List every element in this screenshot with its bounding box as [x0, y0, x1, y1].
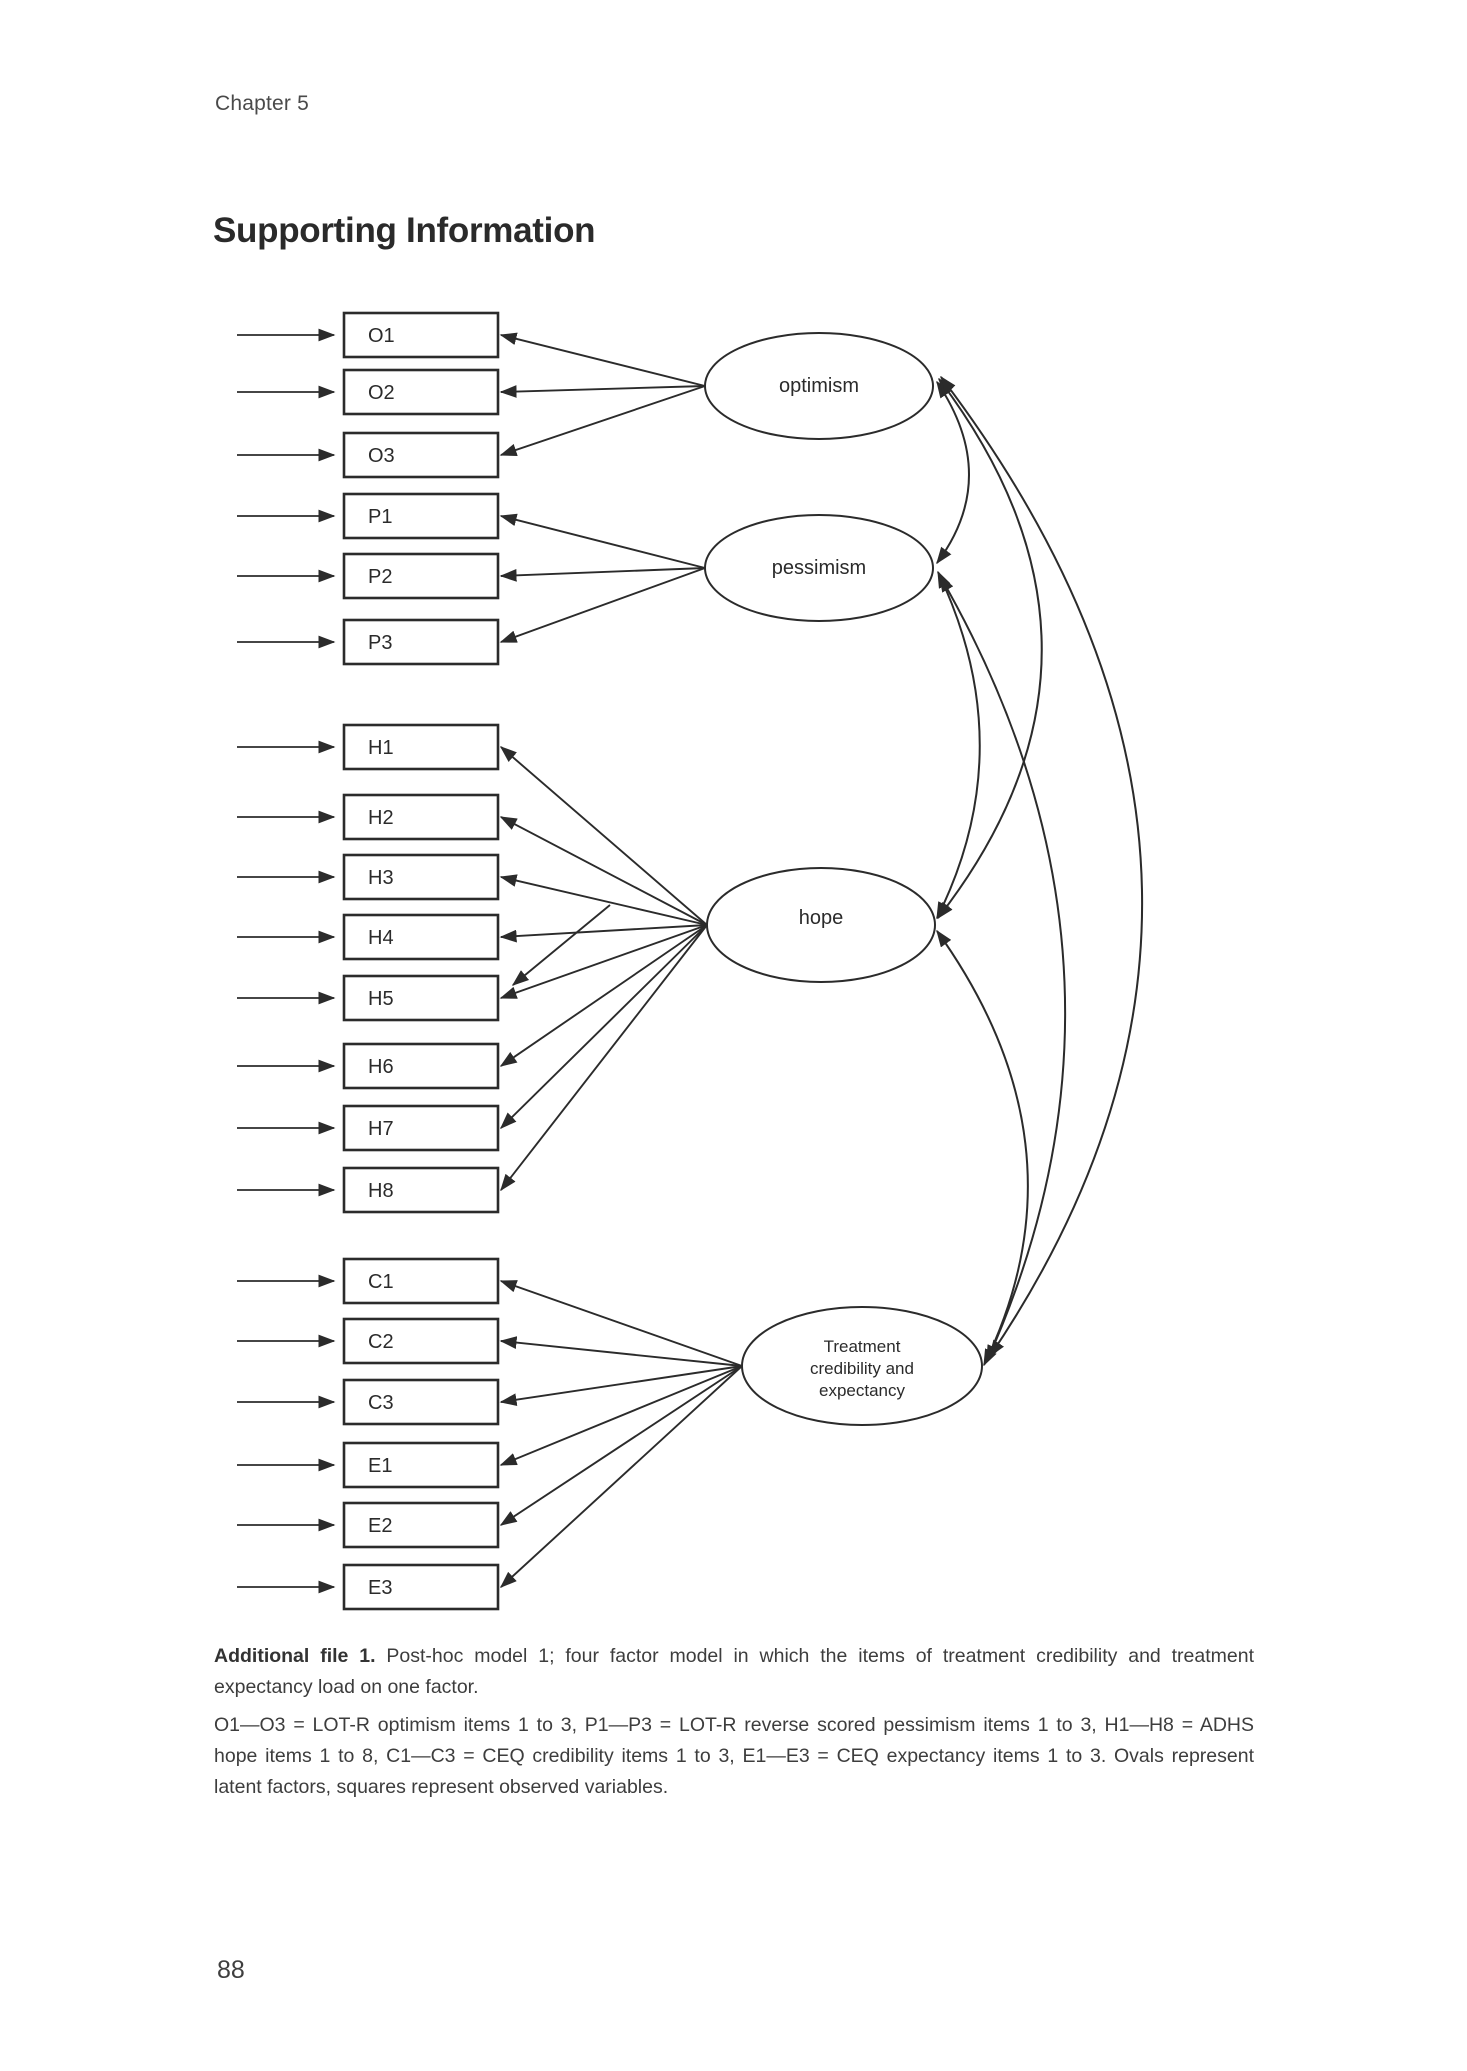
indicator-label-h4: H4 — [368, 927, 394, 949]
caption-paragraph — [214, 1641, 1254, 1703]
indicator-label-h8: H8 — [368, 1180, 394, 1202]
caption-text: Post-hoc model 1; four factor model in which the items of treatment credibility and treatment expectancy load on one factor. — [214, 1645, 1255, 1698]
indicator-label-e2: E2 — [368, 1515, 393, 1537]
indicator-label-h2: H2 — [368, 807, 394, 829]
covariance-arrow-hope-treatment — [937, 931, 1028, 1365]
page-number: 88 — [217, 1956, 245, 1984]
residual-arrows — [237, 335, 334, 1587]
latent-label-treatment-line3: expectancy — [819, 1381, 905, 1400]
latent-label-treatment-line1: Treatment — [823, 1337, 901, 1356]
page-title: Supporting Information — [213, 211, 596, 250]
covariance-arrow-optimism-hope — [938, 379, 1042, 918]
loading-arrows-hope — [501, 747, 707, 1190]
covariance-arrows — [937, 377, 1142, 1365]
loading-arrows-treatment — [501, 1281, 742, 1587]
latent-label-optimism: optimism — [778, 375, 860, 397]
chapter-header: Chapter 5 — [215, 92, 310, 115]
indicator-label-c3: C3 — [368, 1392, 394, 1414]
covariance-arrow-pessimism-treatment — [940, 576, 1065, 1361]
indicator-label-c2: C2 — [368, 1331, 394, 1353]
indicator-label-h5: H5 — [368, 988, 394, 1010]
loading-arrows-optimism — [501, 335, 705, 455]
latent-label-hope: hope — [798, 907, 844, 929]
indicator-label-h3: H3 — [368, 867, 394, 889]
indicator-label-p2: P2 — [368, 566, 393, 588]
latent-label-pessimism: pessimism — [771, 557, 867, 579]
figure-caption — [214, 1641, 1254, 1810]
caption-label: Additional file 1. — [214, 1645, 376, 1667]
indicator-label-o1: O1 — [368, 325, 395, 347]
indicator-label-e1: E1 — [368, 1455, 393, 1477]
indicator-label-c1: C1 — [368, 1271, 394, 1293]
latent-label-treatment-line2: credibility and — [810, 1359, 914, 1378]
indicator-label-h6: H6 — [368, 1056, 394, 1078]
indicator-label-h7: H7 — [368, 1118, 394, 1140]
covariance-arrow-optimism-treatment — [941, 377, 1142, 1356]
indicator-label-e3: E3 — [368, 1577, 393, 1599]
indicator-label-p1: P1 — [368, 506, 393, 528]
indicator-label-p3: P3 — [368, 632, 393, 654]
indicator-label-o3: O3 — [368, 445, 395, 467]
indicator-labels — [368, 325, 395, 1599]
caption-legend: O1—O3 = LOT-R optimism items 1 to 3, P1—P3 = LOT-R reverse scored pessimism items 1 to 3, H1—H8 = ADHS hope items 1 to 8, C1—C3 = CEQ credibility items 1 to 3, E1—E3 = CEQ expectancy items 1 to 3. Ovals represent latent factors, squares represent observed variables. — [214, 1714, 1254, 1798]
indicator-label-h1: H1 — [368, 737, 394, 759]
loading-arrows-pessimism — [501, 516, 705, 642]
indicator-label-o2: O2 — [368, 382, 395, 404]
